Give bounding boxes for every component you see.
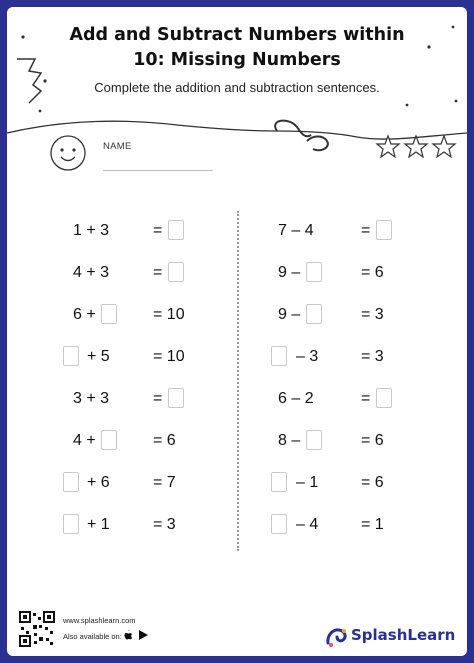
star-icon [405,136,427,157]
dot-decoration [406,104,409,107]
expression: + 6 [87,474,110,491]
column-divider [237,211,239,551]
squiggle-decoration [307,137,328,151]
answer-box[interactable] [376,388,392,408]
equals: = [361,390,371,407]
equals: = [153,222,163,239]
expression: + 5 [87,348,110,365]
result: = 3 [361,306,384,323]
available-on-label: Also available on: [63,632,122,641]
result: = 6 [153,432,176,449]
expression: 4 + [73,432,96,449]
dot-decoration [455,100,458,103]
result: = 6 [361,474,384,491]
equals: = [153,390,163,407]
expression: 9 – [278,306,301,323]
play-store-icon [139,630,148,640]
brand-name: SplashLearn [351,626,456,644]
expression: 7 – 4 [278,222,314,239]
website-url[interactable]: www.splashlearn.com [63,616,136,625]
expression: 8 – [278,432,301,449]
expression: – 1 [296,474,319,491]
splashlearn-logo-icon [325,625,349,649]
answer-box[interactable] [63,346,79,366]
equals: = [361,222,371,239]
answer-box[interactable] [271,346,287,366]
answer-box[interactable] [376,220,392,240]
title-line-1: Add and Subtract Numbers within [69,25,405,45]
answer-box[interactable] [101,304,117,324]
answer-box[interactable] [271,514,287,534]
result: = 10 [153,348,185,365]
name-label: NAME [103,141,132,152]
answer-box[interactable] [168,220,184,240]
app-store-icons [123,629,153,641]
result: = 6 [361,432,384,449]
title-line-2: 10: Missing Numbers [133,50,341,70]
smiley-icon [49,134,87,172]
expression: 9 – [278,264,301,281]
apple-icon [125,629,133,639]
instructions: Complete the addition and subtraction sentences. [94,80,380,95]
result: = 3 [361,348,384,365]
expression: – 4 [296,516,319,533]
star-rating [375,134,459,160]
answer-box[interactable] [101,430,117,450]
worksheet [7,7,467,656]
squiggle-decoration [275,121,311,137]
qr-code-icon [19,611,55,647]
result: = 7 [153,474,176,491]
answer-box[interactable] [306,262,322,282]
expression: 6 – 2 [278,390,314,407]
answer-box[interactable] [63,514,79,534]
answer-box[interactable] [168,262,184,282]
expression: 1 + 3 [73,222,110,239]
answer-box[interactable] [63,472,79,492]
answer-box[interactable] [271,472,287,492]
equals: = [153,264,163,281]
expression: 6 + [73,306,96,323]
result: = 1 [361,516,384,533]
dot-decoration [39,110,42,113]
result: = 3 [153,516,176,533]
star-icon [377,136,399,157]
answer-box[interactable] [168,388,184,408]
star-icon [433,136,455,157]
name-field[interactable] [103,170,213,171]
result: = 10 [153,306,185,323]
answer-box[interactable] [306,304,322,324]
expression: 4 + 3 [73,264,110,281]
result: = 6 [361,264,384,281]
expression: + 1 [87,516,110,533]
answer-box[interactable] [306,430,322,450]
expression: 3 + 3 [73,390,110,407]
expression: – 3 [296,348,319,365]
